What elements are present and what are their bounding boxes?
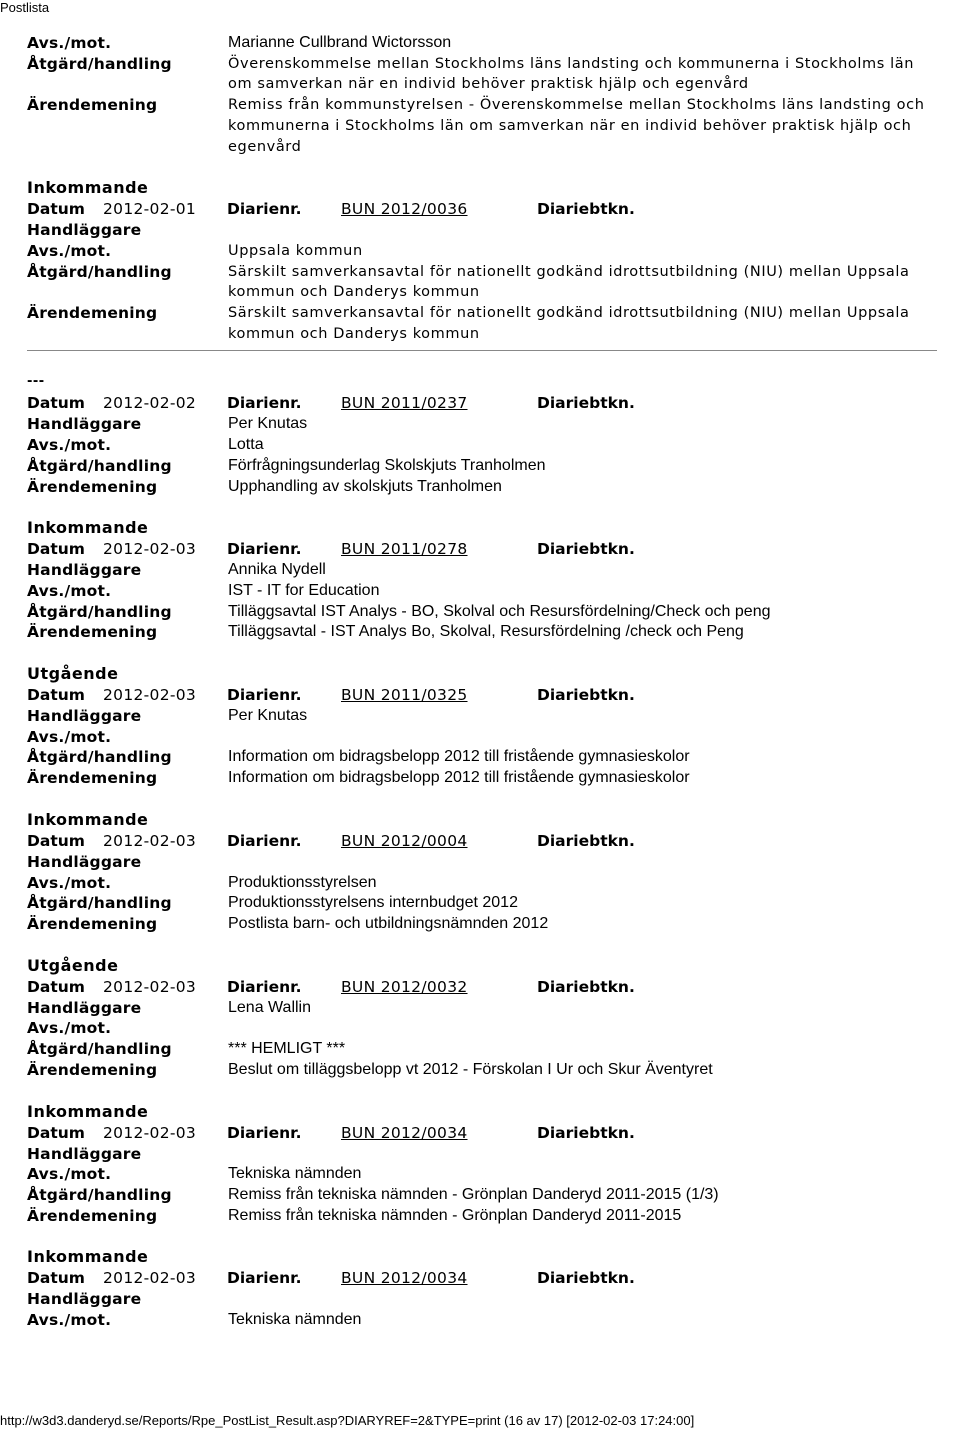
- handlaggare-row: [27, 1289, 937, 1310]
- entry-type: Inkommande: [27, 809, 149, 829]
- handlaggare-value: [228, 1144, 928, 1165]
- arendemening-value: Upphandling av skolskjuts Tranholmen: [228, 477, 502, 495]
- arendemening-label: Ärendemening: [27, 96, 158, 115]
- datum-label: Datum: [27, 977, 85, 996]
- arendemening-label: Ärendemening: [27, 914, 158, 933]
- handlaggare-label: Handläggare: [27, 415, 142, 434]
- arendemening-row: [27, 95, 937, 157]
- avs-label: Avs./mot.: [27, 727, 112, 746]
- handlaggare-value: [228, 220, 928, 241]
- avs-row: [27, 1018, 937, 1039]
- diariebtkn-label: Diariebtkn.: [537, 1123, 635, 1142]
- avs-value: [228, 1018, 928, 1039]
- separator-line: [27, 350, 937, 351]
- diarienr-label: Diarienr.: [227, 1269, 302, 1288]
- atgard-label: Åtgärd/handling: [27, 54, 172, 73]
- list-item: [27, 1101, 937, 1227]
- handlaggare-value: Per Knutas: [228, 415, 308, 433]
- atgard-row: [27, 54, 937, 95]
- datum-value: 2012-02-02: [103, 394, 197, 413]
- diarienr-label: Diarienr.: [227, 394, 302, 413]
- handlaggare-value: Annika Nydell: [228, 561, 326, 579]
- diariebtkn-label: Diariebtkn.: [537, 540, 635, 559]
- arendemening-row: [27, 914, 937, 935]
- atgard-value: *** HEMLIGT ***: [228, 1040, 346, 1058]
- avs-row: [27, 435, 937, 456]
- handlaggare-row: [27, 852, 937, 873]
- avs-value: Tekniska nämnden: [228, 1165, 362, 1183]
- arendemening-value: Postlista barn- och utbildningsnämnden 2012: [228, 914, 549, 932]
- entry-type: Inkommande: [27, 178, 149, 198]
- entry-type: Inkommande: [27, 518, 149, 538]
- avs-value: Produktionsstyrelsen: [228, 873, 377, 891]
- arendemening-value: Beslut om tilläggsbelopp vt 2012 - Förskolan I Ur och Skur Äventyret: [228, 1060, 713, 1078]
- handlaggare-value: Per Knutas: [228, 707, 308, 725]
- arendemening-label: Ärendemening: [27, 1060, 158, 1079]
- diarienr-label: Diarienr.: [227, 686, 302, 705]
- handlaggare-row: [27, 706, 937, 727]
- datum-row: [27, 1268, 937, 1289]
- page-header: Postlista: [0, 0, 50, 15]
- list-item: [27, 663, 937, 789]
- arendemening-value: Tilläggsavtal - IST Analys Bo, Skolval, Resursfördelning /check och Peng: [228, 623, 744, 641]
- datum-value: 2012-02-03: [103, 1123, 197, 1142]
- atgard-value: Information om bidragsbelopp 2012 till fristående gymnasieskolor: [228, 748, 690, 766]
- datum-label: Datum: [27, 686, 85, 705]
- diariebtkn-label: Diariebtkn.: [537, 831, 635, 850]
- diarienr-label: Diarienr.: [227, 1123, 302, 1142]
- atgard-value: Remiss från tekniska nämnden - Grönplan Danderyd 2011-2015 (1/3): [228, 1185, 719, 1203]
- avs-value: Lotta: [228, 436, 264, 454]
- entry-type: Utgående: [27, 955, 119, 975]
- atgard-label: Åtgärd/handling: [27, 894, 172, 913]
- atgard-row: [27, 893, 937, 914]
- arendemening-label: Ärendemening: [27, 477, 158, 496]
- avs-label: Avs./mot.: [27, 436, 112, 455]
- atgard-label: Åtgärd/handling: [27, 748, 172, 767]
- handlaggare-row: [27, 560, 937, 581]
- datum-value: 2012-02-03: [103, 831, 197, 850]
- avs-label: Avs./mot.: [27, 1019, 112, 1038]
- handlaggare-label: Handläggare: [27, 998, 142, 1017]
- list-item: [27, 517, 937, 643]
- list-item: [27, 809, 937, 935]
- atgard-label: Åtgärd/handling: [27, 262, 172, 281]
- avs-row: [27, 33, 937, 54]
- handlaggare-label: Handläggare: [27, 852, 142, 871]
- arendemening-label: Ärendemening: [27, 304, 158, 323]
- atgard-label: Åtgärd/handling: [27, 602, 172, 621]
- entry-type: ---: [27, 374, 45, 390]
- atgard-row: [27, 747, 937, 768]
- continued-entry: [27, 33, 937, 157]
- datum-value: 2012-02-03: [103, 1269, 197, 1288]
- diariebtkn-label: Diariebtkn.: [537, 394, 635, 413]
- atgard-value: Förfrågningsunderlag Skolskjuts Tranholmen: [228, 456, 546, 474]
- datum-row: [27, 393, 937, 414]
- diarienr-label: Diarienr.: [227, 200, 302, 219]
- handlaggare-label: Handläggare: [27, 221, 142, 240]
- avs-label: Avs./mot.: [27, 1311, 112, 1330]
- list-item: [27, 371, 937, 497]
- handlaggare-row: [27, 220, 937, 241]
- atgard-value: Särskilt samverkansavtal för nationellt godkänd idrottsutbildning (NIU) mellan Uppsala kommun och Danderys kommun: [228, 263, 910, 301]
- arendemening-label: Ärendemening: [27, 1206, 158, 1225]
- datum-row: [27, 831, 937, 852]
- arendemening-row: [27, 768, 937, 789]
- diarienr-label: Diarienr.: [227, 977, 302, 996]
- handlaggare-label: Handläggare: [27, 1290, 142, 1309]
- diariebtkn-label: Diariebtkn.: [537, 977, 635, 996]
- diarienr-link[interactable]: BUN 2012/0032: [341, 977, 468, 996]
- datum-value: 2012-02-03: [103, 686, 197, 705]
- datum-label: Datum: [27, 1269, 85, 1288]
- arendemening-value: Remiss från tekniska nämnden - Grönplan Danderyd 2011-2015: [228, 1206, 682, 1224]
- datum-row: [27, 1123, 937, 1144]
- avs-value: IST - IT for Education: [228, 581, 380, 599]
- list-item: [27, 1246, 937, 1330]
- avs-value: Marianne Cullbrand Wictorsson: [228, 34, 452, 51]
- diarienr-link[interactable]: BUN 2011/0237: [341, 394, 468, 413]
- avs-label: Avs./mot.: [27, 873, 112, 892]
- page-footer: http://w3d3.danderyd.se/Reports/Rpe_PostList_Result.asp?DIARYREF=2&TYPE=print (16 av 17) [2012-02-03 17:24:00]: [0, 1413, 695, 1428]
- handlaggare-row: [27, 998, 937, 1019]
- handlaggare-label: Handläggare: [27, 1144, 142, 1163]
- avs-label: Avs./mot.: [27, 241, 112, 260]
- diarienr-link[interactable]: BUN 2012/0034: [341, 1269, 468, 1288]
- avs-label: Avs./mot.: [27, 34, 112, 52]
- arendemening-row: [27, 1060, 937, 1081]
- handlaggare-value: [228, 1289, 928, 1310]
- entry-type: Utgående: [27, 664, 119, 684]
- diariebtkn-label: Diariebtkn.: [537, 1269, 635, 1288]
- atgard-value: Överenskommelse mellan Stockholms läns landsting och kommunerna i Stockholms län om samverkan när en individ behöver praktisk hjälp och egenvård: [228, 55, 914, 93]
- diarienr-link[interactable]: BUN 2011/0325: [341, 686, 468, 705]
- atgard-row: [27, 602, 937, 623]
- diarienr-link[interactable]: BUN 2012/0034: [341, 1123, 468, 1142]
- avs-row: [27, 241, 937, 262]
- arendemening-row: [27, 1206, 937, 1227]
- list-item: [27, 955, 937, 1081]
- list-item: [27, 177, 937, 344]
- diariebtkn-label: Diariebtkn.: [537, 686, 635, 705]
- arendemening-row: [27, 477, 937, 498]
- diarienr-label: Diarienr.: [227, 540, 302, 559]
- atgard-label: Åtgärd/handling: [27, 456, 172, 475]
- handlaggare-value: [228, 852, 928, 873]
- avs-label: Avs./mot.: [27, 581, 112, 600]
- datum-label: Datum: [27, 831, 85, 850]
- diariebtkn-label: Diariebtkn.: [537, 200, 635, 219]
- avs-row: [27, 727, 937, 748]
- datum-label: Datum: [27, 200, 85, 219]
- handlaggare-value: Lena Wallin: [228, 998, 312, 1016]
- atgard-row: [27, 262, 937, 303]
- datum-row: [27, 977, 937, 998]
- avs-label: Avs./mot.: [27, 1165, 112, 1184]
- entries-list: [27, 177, 937, 1331]
- datum-row: [27, 199, 937, 220]
- arendemening-label: Ärendemening: [27, 769, 158, 788]
- diarienr-link[interactable]: BUN 2012/0036: [341, 200, 468, 219]
- atgard-value: Produktionsstyrelsens internbudget 2012: [228, 894, 518, 912]
- handlaggare-row: [27, 414, 937, 435]
- arendemening-row: [27, 303, 937, 344]
- atgard-row: [27, 1185, 937, 1206]
- diarienr-link[interactable]: BUN 2012/0004: [341, 831, 468, 850]
- avs-row: [27, 1310, 937, 1331]
- avs-row: [27, 1164, 937, 1185]
- atgard-row: [27, 456, 937, 477]
- datum-value: 2012-02-03: [103, 540, 197, 559]
- datum-row: [27, 539, 937, 560]
- handlaggare-row: [27, 1144, 937, 1165]
- avs-value: Uppsala kommun: [228, 242, 363, 259]
- datum-row: [27, 685, 937, 706]
- atgard-label: Åtgärd/handling: [27, 1040, 172, 1059]
- avs-value: Tekniska nämnden: [228, 1311, 362, 1329]
- diarienr-label: Diarienr.: [227, 831, 302, 850]
- datum-value: 2012-02-01: [103, 200, 197, 219]
- arendemening-value: Remiss från kommunstyrelsen - Överenskommelse mellan Stockholms läns landsting och kommunerna i Stockholms län om samverkan när en individ behöver praktisk hjälp och egenvård: [228, 97, 925, 155]
- atgard-row: [27, 1039, 937, 1060]
- postlista-content: [27, 33, 937, 1331]
- arendemening-row: [27, 622, 937, 643]
- arendemening-value: Information om bidragsbelopp 2012 till fristående gymnasieskolor: [228, 769, 690, 787]
- entry-type: Inkommande: [27, 1101, 149, 1121]
- avs-row: [27, 581, 937, 602]
- avs-row: [27, 873, 937, 894]
- diarienr-link[interactable]: BUN 2011/0278: [341, 540, 468, 559]
- arendemening-label: Ärendemening: [27, 623, 158, 642]
- handlaggare-label: Handläggare: [27, 707, 142, 726]
- atgard-value: Tilläggsavtal IST Analys - BO, Skolval och Resursfördelning/Check och peng: [228, 602, 771, 620]
- arendemening-value: Särskilt samverkansavtal för nationellt godkänd idrottsutbildning (NIU) mellan Uppsala kommun och Danderys kommun: [228, 305, 910, 342]
- datum-value: 2012-02-03: [103, 977, 197, 996]
- datum-label: Datum: [27, 394, 85, 413]
- datum-label: Datum: [27, 1123, 85, 1142]
- handlaggare-label: Handläggare: [27, 561, 142, 580]
- datum-label: Datum: [27, 540, 85, 559]
- atgard-label: Åtgärd/handling: [27, 1185, 172, 1204]
- entry-type: Inkommande: [27, 1247, 149, 1267]
- avs-value: [228, 727, 928, 748]
